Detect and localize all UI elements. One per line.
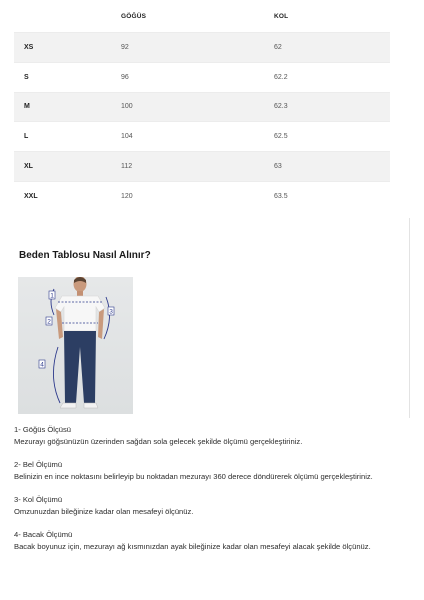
step-text: Omzunuzdan bileğinize kadar olan mesafeyi ölçünüz. [14,506,194,516]
step-text: Belinizin en ince noktasını belirleyip bu noktadan mezurayı 360 derece döndürerek ölçümü gerçekleştiriniz. [14,471,373,481]
table-row [14,181,390,210]
page-divider [409,218,410,418]
step-heading: 4- Bacak Ölçümü [14,530,73,539]
measurement-steps [14,424,394,564]
size-cell: L [14,122,121,152]
table-row [14,33,390,63]
marker-2: 2 [47,318,51,326]
marker-1: 1 [50,292,54,300]
size-cell: XXL [14,181,121,210]
model-right-shoe [84,403,98,408]
chest-cell: 100 [121,92,274,122]
sleeve-measure-arc [104,297,110,339]
step-sleeve [14,494,394,517]
marker-3: 3 [109,308,113,316]
chest-cell: 104 [121,122,274,152]
model-jeans [64,331,96,403]
table-row [14,92,390,122]
size-chart-table [14,0,390,211]
chest-cell: 112 [121,152,274,182]
table-row [14,122,390,152]
model-illustration [18,277,133,414]
step-text: Bacak boyunuz için, mezurayı ağ kısmınızdan ayak bileğinize kadar olan mesafeyi alacak şekilde ölçünüz. [14,541,371,551]
model-tshirt [55,296,105,331]
step-heading: 3- Kol Ölçümü [14,495,63,504]
table-row [14,152,390,182]
leg-measure-arc [53,347,60,403]
step-heading: 2- Bel Ölçümü [14,460,63,469]
sleeve-cell: 63 [274,152,390,182]
model-left-arm [56,309,63,339]
size-cell: M [14,92,121,122]
sleeve-cell: 62.2 [274,62,390,92]
chest-cell: 120 [121,181,274,210]
step-chest [14,424,394,447]
table-row [14,62,390,92]
model-neck [77,291,83,296]
step-heading: 1- Göğüs Ölçüsü [14,425,71,434]
model-left-shoe [60,403,76,408]
step-leg [14,529,394,552]
step-waist [14,459,394,482]
header-sleeve: KOL [274,12,289,20]
sleeve-cell: 62.3 [274,92,390,122]
size-cell: S [14,62,121,92]
step-text: Mezurayı göğsünüzün üzerinden sağdan sola gelecek şekilde ölçümü gerçekleştiriniz. [14,436,303,446]
sleeve-cell: 63.5 [274,181,390,210]
chest-cell: 96 [121,62,274,92]
guide-title: Beden Tablosu Nasıl Alınır? [19,250,151,261]
header-size [14,0,121,33]
size-cell: XL [14,152,121,182]
chest-cell: 92 [121,33,274,63]
size-cell: XS [14,33,121,63]
sleeve-cell: 62 [274,33,390,63]
sleeve-cell: 62.5 [274,122,390,152]
marker-4: 4 [40,361,44,369]
measurement-figure [18,277,133,414]
table-header-row [14,0,390,33]
header-chest: GÖĞÜS [121,12,147,20]
model-right-arm [98,309,104,339]
